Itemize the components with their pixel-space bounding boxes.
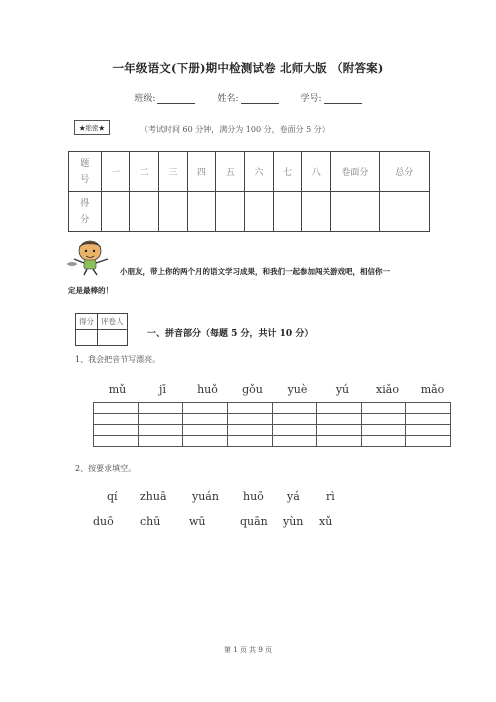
id-label: 学号:: [300, 94, 322, 104]
pinyin-syllable: mǔ: [108, 383, 127, 396]
grader-score-label: 得分: [76, 314, 98, 330]
class-blank[interactable]: [157, 94, 195, 104]
exam-info: （考试时间 60 分钟，满分为 100 分，卷面分 5 分）: [140, 125, 330, 134]
section-1-title: 一、拼音部分（每题 5 分，共计 10 分）: [147, 329, 314, 339]
class-field: [134, 91, 195, 104]
question-1-prompt: 1、我会把音节写漂亮。: [75, 355, 161, 364]
page-footer: 第 1 页 共 9 页: [223, 646, 273, 654]
pinyin-syllable: huǒ: [197, 383, 218, 396]
score-cell[interactable]: [101, 192, 130, 232]
pinyin-syllable: yuè: [287, 383, 308, 396]
score-table: [68, 151, 430, 232]
q1-pinyin-row: [95, 383, 455, 396]
score-table-score-row: [69, 192, 430, 232]
q2-pinyin: duō: [93, 515, 114, 528]
score-table-col: 五: [216, 152, 245, 192]
score-table-header-row: [69, 152, 430, 192]
score-cell[interactable]: [273, 192, 302, 232]
grader-reviewer-cell[interactable]: [98, 330, 128, 346]
pinyin-syllable: yú: [335, 383, 350, 396]
score-table-col: 四: [187, 152, 216, 192]
id-field: [301, 91, 362, 104]
intro-line2: 定是最棒的！: [68, 286, 113, 295]
name-field: [217, 91, 278, 104]
score-cell[interactable]: [216, 192, 245, 232]
grader-box: [75, 313, 128, 346]
score-table-col: 总分: [379, 152, 429, 192]
name-label: 姓名:: [217, 94, 239, 104]
confidential-badge: ★绝密★: [74, 120, 110, 135]
student-info: [0, 91, 496, 104]
score-table-col: 六: [245, 152, 274, 192]
grader-score-cell[interactable]: [76, 330, 98, 346]
pinyin-syllable: xiǎo: [376, 383, 399, 396]
id-blank[interactable]: [324, 94, 362, 104]
q2-pinyin: yá: [287, 490, 300, 503]
score-table-col: 七: [273, 152, 302, 192]
q2-pinyin: zhuā: [140, 490, 167, 503]
q2-pinyin: qí: [107, 490, 118, 503]
pinyin-syllable: jī: [159, 383, 166, 396]
page-title: 一年级语文(下册)期中检测试卷 北师大版 （附答案): [112, 61, 384, 75]
grader-reviewer-label: 评卷人: [98, 314, 128, 330]
writing-grid[interactable]: [93, 402, 451, 447]
q2-pinyin: quān: [240, 515, 268, 528]
q2-pinyin: wū: [189, 515, 206, 528]
score-cell[interactable]: [187, 192, 216, 232]
score-cell[interactable]: [302, 192, 331, 232]
score-cell[interactable]: [245, 192, 274, 232]
score-table-row2-label: 得分: [69, 192, 102, 232]
intro-line1: 小朋友，带上你的两个月的语文学习成果，和我们一起参加闯关游戏吧，相信你一: [120, 267, 390, 276]
q2-pinyin: rì: [326, 490, 335, 503]
score-table-col: 三: [159, 152, 188, 192]
score-table-col: 卷面分: [331, 152, 379, 192]
pinyin-syllable: gǒu: [242, 383, 263, 396]
score-table-row1-label: 题号: [69, 152, 102, 192]
score-cell[interactable]: [379, 192, 429, 232]
q2-pinyin: chū: [140, 515, 161, 528]
question-2-prompt: 2、按要求填空。: [75, 464, 137, 473]
score-cell[interactable]: [331, 192, 379, 232]
q2-pinyin: xǔ: [319, 515, 333, 528]
pinyin-syllable: mǎo: [420, 383, 445, 396]
q2-pinyin: yùn: [283, 515, 304, 528]
q2-pinyin: yuán: [192, 490, 219, 503]
score-cell[interactable]: [159, 192, 188, 232]
intro-text: [68, 262, 433, 300]
name-blank[interactable]: [241, 94, 279, 104]
score-table-col: 一: [101, 152, 130, 192]
score-cell[interactable]: [130, 192, 159, 232]
score-table-col: 二: [130, 152, 159, 192]
score-table-col: 八: [302, 152, 331, 192]
class-label: 班级:: [134, 94, 156, 104]
q2-pinyin: huō: [243, 490, 264, 503]
